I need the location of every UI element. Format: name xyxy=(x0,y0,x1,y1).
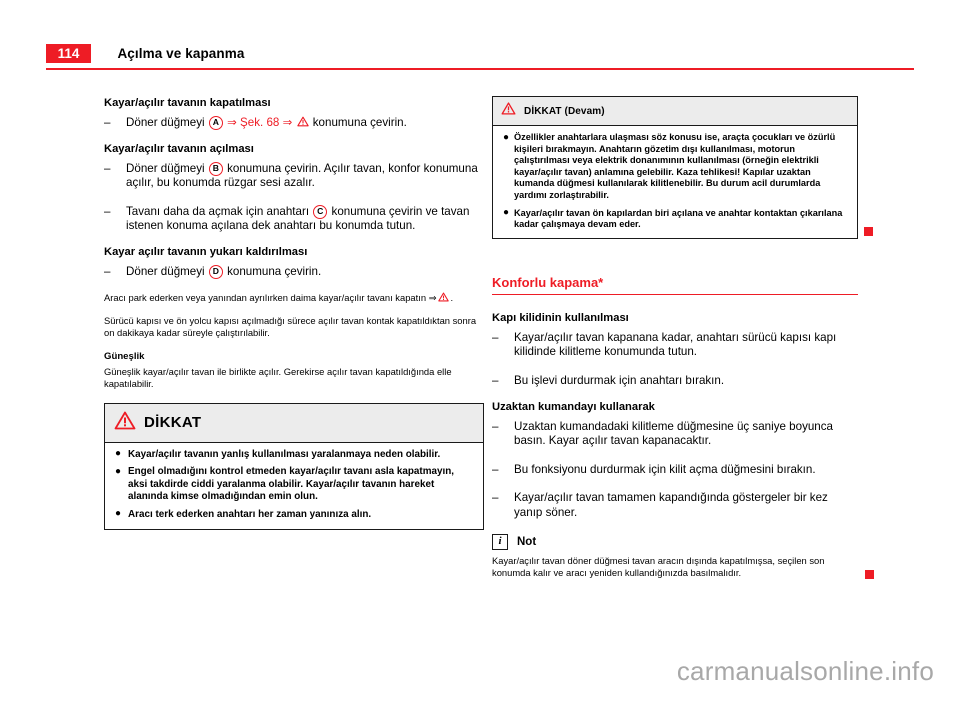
warning-bullet-text: Kayar/açılır tavanın yanlış kullanılması yaralanmaya neden olabilir. xyxy=(128,448,441,460)
warning-box-header xyxy=(493,97,857,126)
bullet-marker: ● xyxy=(503,131,510,143)
section-end-marker xyxy=(865,570,874,579)
warning-bullet xyxy=(114,449,474,462)
section-end-marker xyxy=(864,227,873,236)
warning-bullet xyxy=(114,509,474,522)
warning-bullet xyxy=(502,132,848,202)
warning-box-header xyxy=(105,404,483,443)
list-item-text-pre: Döner düğmeyi xyxy=(126,264,205,278)
list-item xyxy=(104,162,484,191)
badge-letter-a: A xyxy=(209,116,223,130)
list-item xyxy=(492,491,858,520)
bullet-marker: ● xyxy=(115,448,122,460)
dash-marker: – xyxy=(492,462,499,476)
heading-close-sunroof: Kayar/açılır tavanın kapatılması xyxy=(104,97,271,109)
bullet-marker: ● xyxy=(115,465,122,477)
paragraph-sunshade: Güneşlik kayar/açılır tavan ile birlikte açılır. Gerekirse açılır tavan kapatıldığında elle kapatılabilir. xyxy=(104,365,452,390)
header-divider xyxy=(46,68,914,70)
page-header xyxy=(46,44,914,68)
figure-reference: ⇒ Şek. 68 ⇒ xyxy=(227,116,293,129)
list-item-text-post: konumuna çevirin ve tavan istenen konuma açılana dek anahtarı bu konumda tutun. xyxy=(126,204,470,233)
page-title: Açılma ve kapanma xyxy=(117,46,245,61)
list-item xyxy=(492,374,858,389)
right-column xyxy=(492,96,858,579)
list-item xyxy=(492,331,858,360)
list-item xyxy=(104,265,484,280)
info-icon-letter: i xyxy=(498,535,502,547)
badge-letter-c: C xyxy=(313,205,327,219)
info-icon xyxy=(492,534,508,550)
warning-bullet xyxy=(502,208,848,231)
dash-marker: – xyxy=(104,161,111,175)
site-watermark: carmanualsonline.info xyxy=(676,656,934,686)
dash-marker: – xyxy=(104,264,111,278)
warning-triangle-icon xyxy=(297,116,309,127)
warning-box-body xyxy=(105,443,483,529)
list-item-text-post: konumuna çevirin. xyxy=(312,116,407,129)
list-item-text-pre: Tavanı daha da açmak için anahtarı xyxy=(126,204,310,218)
bullet-marker: ● xyxy=(115,508,122,520)
list-item-text-post: konumuna çevirin. xyxy=(227,264,322,278)
heading-remote-control: Uzaktan kumandayı kullanarak xyxy=(492,400,655,413)
badge-letter-b: B xyxy=(209,162,223,176)
dash-marker: – xyxy=(104,204,111,218)
paragraph-period: . xyxy=(450,291,454,303)
warning-bullet xyxy=(114,466,474,504)
list-item xyxy=(492,463,858,478)
list-item xyxy=(492,420,858,449)
left-column xyxy=(104,96,484,530)
warning-box-title: DİKKAT (Devam) xyxy=(524,105,605,117)
list-item-text: Bu işlevi durdurmak için anahtarı bırakın. xyxy=(514,373,725,387)
warning-triangle-icon xyxy=(501,102,516,120)
note-title: Not xyxy=(517,535,537,548)
dash-marker: – xyxy=(492,419,499,433)
warning-box-title: DİKKAT xyxy=(144,414,202,432)
section-heading-konforlu-kapama: Konforlu kapama* xyxy=(492,275,858,295)
page-number-badge: 114 xyxy=(46,44,91,63)
dash-marker: – xyxy=(492,330,499,344)
list-item-text: Bu fonksiyonu durdurmak için kilit açma düğmesini bırakın. xyxy=(514,462,816,476)
warning-triangle-icon xyxy=(438,292,450,303)
list-item-text-post: konumuna çevirin. Açılır tavan, konfor konumuna açılır, bu konumda rüzgar sesi azalır. xyxy=(126,161,478,190)
dash-marker: – xyxy=(492,491,499,505)
note-body: Kayar/açılır tavan döner düğmesi tavan aracın dışında kapatılmışsa, seçilen son konumda kalır ve aracı yeniden kullandığınızda basılmalıdır. xyxy=(492,554,825,578)
warning-bullet-text: Özellikler anahtarlara ulaşması söz konusu ise, araçta çocukları ve özürlü kişileri bırakmayın. Anahtarın gözetim dışı kullanılması, motorun çalıştırılması veya elektrik donanımının kullanılması (örneğin elektrikli kayar/açılır tavan) anlamına gelebilir. Kaza tehlikesi! Kapılar uzaktan kumanda düğmesi kullanılarak kilitlenebilir. Bu durum acil durumlarda yardımı zorlaştırabilir. xyxy=(514,132,836,200)
list-item-text: Kayar/açılır tavan kapanana kadar, anahtarı sürücü kapısı kapı kilidinde kilitleme konumunda tutun. xyxy=(514,330,837,359)
warning-box-dikkat-devam xyxy=(492,96,858,239)
badge-letter-d: D xyxy=(209,265,223,279)
heading-sunshade: Güneşlik xyxy=(104,350,145,362)
heading-lift-sunroof: Kayar açılır tavanın yukarı kaldırılması xyxy=(104,245,308,258)
heading-open-sunroof: Kayar/açılır tavanın açılması xyxy=(104,142,254,155)
paragraph-doors: Sürücü kapısı ve ön yolcu kapısı açılmadığı sürece açılır tavan kontak kapatıldıktan sonra on dakikaya kadar süreyle çalıştırılabilir. xyxy=(104,314,477,339)
warning-triangle-icon xyxy=(114,411,136,435)
warning-bullet-text: Engel olmadığını kontrol etmeden kayar/açılır tavanı asla kapatmayın, aksi takdirde ciddi yaralanma olabilir. Kayar/açılır tavanın hareket alanında kimse olmadığından emin olun. xyxy=(128,466,454,503)
warning-bullet-text: Aracı terk ederken anahtarı her zaman yanınıza alın. xyxy=(128,508,372,520)
bullet-marker: ● xyxy=(503,207,510,219)
list-item xyxy=(104,116,484,131)
list-item-text-pre: Döner düğmeyi xyxy=(126,116,205,129)
note-header xyxy=(492,534,858,550)
warning-box-body xyxy=(493,126,857,238)
paragraph-park-warning xyxy=(104,292,484,304)
paragraph-text: Aracı park ederken veya yanından ayrılırken daima kayar/açılır tavanı kapatın ⇒ xyxy=(104,291,437,303)
list-item-text: Uzaktan kumandadaki kilitleme düğmesine üç saniye boyunca basın. Kayar açılır tavan kapanacaktır. xyxy=(514,419,834,448)
dash-marker: – xyxy=(492,373,499,387)
list-item-text: Kayar/açılır tavan tamamen kapandığında göstergeler bir kez yanıp söner. xyxy=(514,491,828,519)
list-item xyxy=(104,205,484,234)
warning-bullet-text: Kayar/açılır tavan ön kapılardan biri açılana ve anahtar kontaktan çıkarılana kadar çalışmaya devam eder. xyxy=(514,207,843,230)
warning-box-dikkat xyxy=(104,403,484,530)
dash-marker: – xyxy=(104,116,111,129)
note-block xyxy=(492,534,858,580)
heading-door-lock: Kapı kilidinin kullanılması xyxy=(492,311,629,324)
list-item-text-pre: Döner düğmeyi xyxy=(126,161,205,175)
